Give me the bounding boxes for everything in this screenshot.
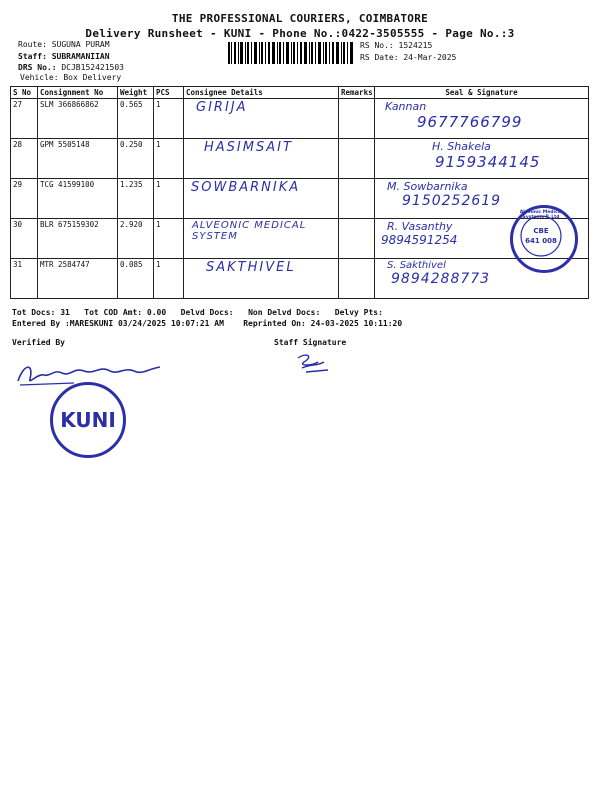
cell-pcs: 1	[154, 99, 184, 139]
cell-consignee	[184, 99, 339, 139]
cell-sno: 29	[11, 179, 38, 219]
cell-consignment: SLM 366866862	[38, 99, 118, 139]
cell-remarks	[339, 139, 375, 179]
handwritten-consignee: SOWBARNIKA	[191, 180, 301, 195]
verified-by-label: Verified By	[12, 338, 65, 347]
cell-consignment: BLR 675159302	[38, 219, 118, 259]
handwritten-consignee: HASIMSAIT	[204, 140, 293, 155]
cell-signature	[375, 139, 589, 179]
handwritten-signature-name: S. Sakthivel	[387, 260, 446, 271]
col-sno-header: S No	[11, 87, 38, 99]
company-title: THE PROFESSIONAL COURIERS, COIMBATORE	[171, 12, 429, 25]
cell-sno: 30	[11, 219, 38, 259]
totals-line: Tot Docs: 31 Tot COD Amt: 0.00 Delvd Docs: Non Delvd Docs: Delvy Pts:	[12, 308, 383, 317]
drs-line: DRS No.: DCJB152421503	[18, 63, 124, 72]
cell-remarks	[339, 219, 375, 259]
rs-no-line: RS No.: 1524215	[360, 41, 433, 50]
cell-pcs: 1	[154, 259, 184, 299]
cell-pcs: 1	[154, 179, 184, 219]
cell-weight: 2.920	[118, 219, 154, 259]
table-row	[11, 259, 589, 299]
handwritten-consignee: SAKTHIVEL	[206, 260, 296, 275]
cell-weight: 1.235	[118, 179, 154, 219]
vehicle-line: Vehicle: Box Delivery	[20, 73, 122, 82]
route-line: Route: SUGUNA PURAM	[18, 40, 110, 49]
cell-pcs: 1	[154, 219, 184, 259]
staff-line: Staff: SUBRAMANIIAN	[18, 52, 110, 61]
col-seal-header: Seal & Signature	[375, 87, 589, 99]
cell-consignment: MTR 2584747	[38, 259, 118, 299]
handwritten-signature-name: Kannan	[385, 100, 427, 113]
table-row	[11, 99, 589, 139]
col-pcs-header: PCS	[154, 87, 184, 99]
seal-pin-text: 641 008	[525, 237, 557, 245]
runsheet-table	[10, 86, 589, 299]
cell-weight: 0.250	[118, 139, 154, 179]
kuni-branch-stamp: KUNI	[50, 382, 126, 458]
table-header-row	[11, 87, 589, 99]
rs-date-line: RS Date: 24-Mar-2025	[360, 53, 457, 62]
cell-remarks	[339, 259, 375, 299]
handwritten-phone: 9894288773	[391, 271, 491, 287]
cell-sno: 31	[11, 259, 38, 299]
handwritten-consignee: GIRIJA	[196, 100, 248, 115]
handwritten-phone: 9159344145	[435, 153, 541, 171]
company-seal-stamp	[510, 205, 578, 273]
cell-pcs: 1	[154, 139, 184, 179]
col-weight-header: Weight	[118, 87, 154, 99]
cell-consignee	[184, 139, 339, 179]
handwritten-phone: 9894591254	[381, 233, 458, 247]
staff-signature-label: Staff Signature	[274, 338, 347, 347]
cell-sno: 27	[11, 99, 38, 139]
entered-line: Entered By :MARESKUNI 03/24/2025 10:07:21 AM Reprinted On: 24-03-2025 10:11:20	[12, 319, 403, 328]
cell-consignee	[184, 219, 339, 259]
cell-consignment: TCG 41599100	[38, 179, 118, 219]
table-row	[11, 219, 589, 259]
handwritten-signature-name: R. Vasanthy	[387, 220, 453, 233]
seal-company-text: Alveonic Medical Systems P. Ltd	[519, 210, 563, 220]
cell-sno: 28	[11, 139, 38, 179]
cell-weight: 0.565	[118, 99, 154, 139]
barcode	[228, 42, 354, 64]
handwritten-phone: 9150252619	[402, 193, 502, 209]
handwritten-signature-name: H. Shakela	[432, 140, 491, 153]
col-consignment-header: Consignment No	[38, 87, 118, 99]
cell-consignment: GPM 5505148	[38, 139, 118, 179]
handwritten-consignee: ALVEONIC MEDICAL SYSTEM	[192, 220, 307, 242]
col-remarks-header: Remarks	[339, 87, 375, 99]
table-row	[11, 179, 589, 219]
runsheet-subtitle: Delivery Runsheet - KUNI - Phone No.:0422-3505555 - Page No.:3	[85, 27, 515, 40]
handwritten-signature-name: M. Sowbarnika	[387, 180, 468, 193]
table-row	[11, 139, 589, 179]
cell-remarks	[339, 179, 375, 219]
cell-signature	[375, 99, 589, 139]
col-consignee-header: Consignee Details	[184, 87, 339, 99]
cell-remarks	[339, 99, 375, 139]
handwritten-phone: 9677766799	[417, 113, 523, 131]
seal-city-text: CBE	[533, 227, 549, 235]
cell-weight: 0.085	[118, 259, 154, 299]
cell-consignee	[184, 179, 339, 219]
staff-signature-icon	[294, 350, 334, 374]
cell-consignee	[184, 259, 339, 299]
